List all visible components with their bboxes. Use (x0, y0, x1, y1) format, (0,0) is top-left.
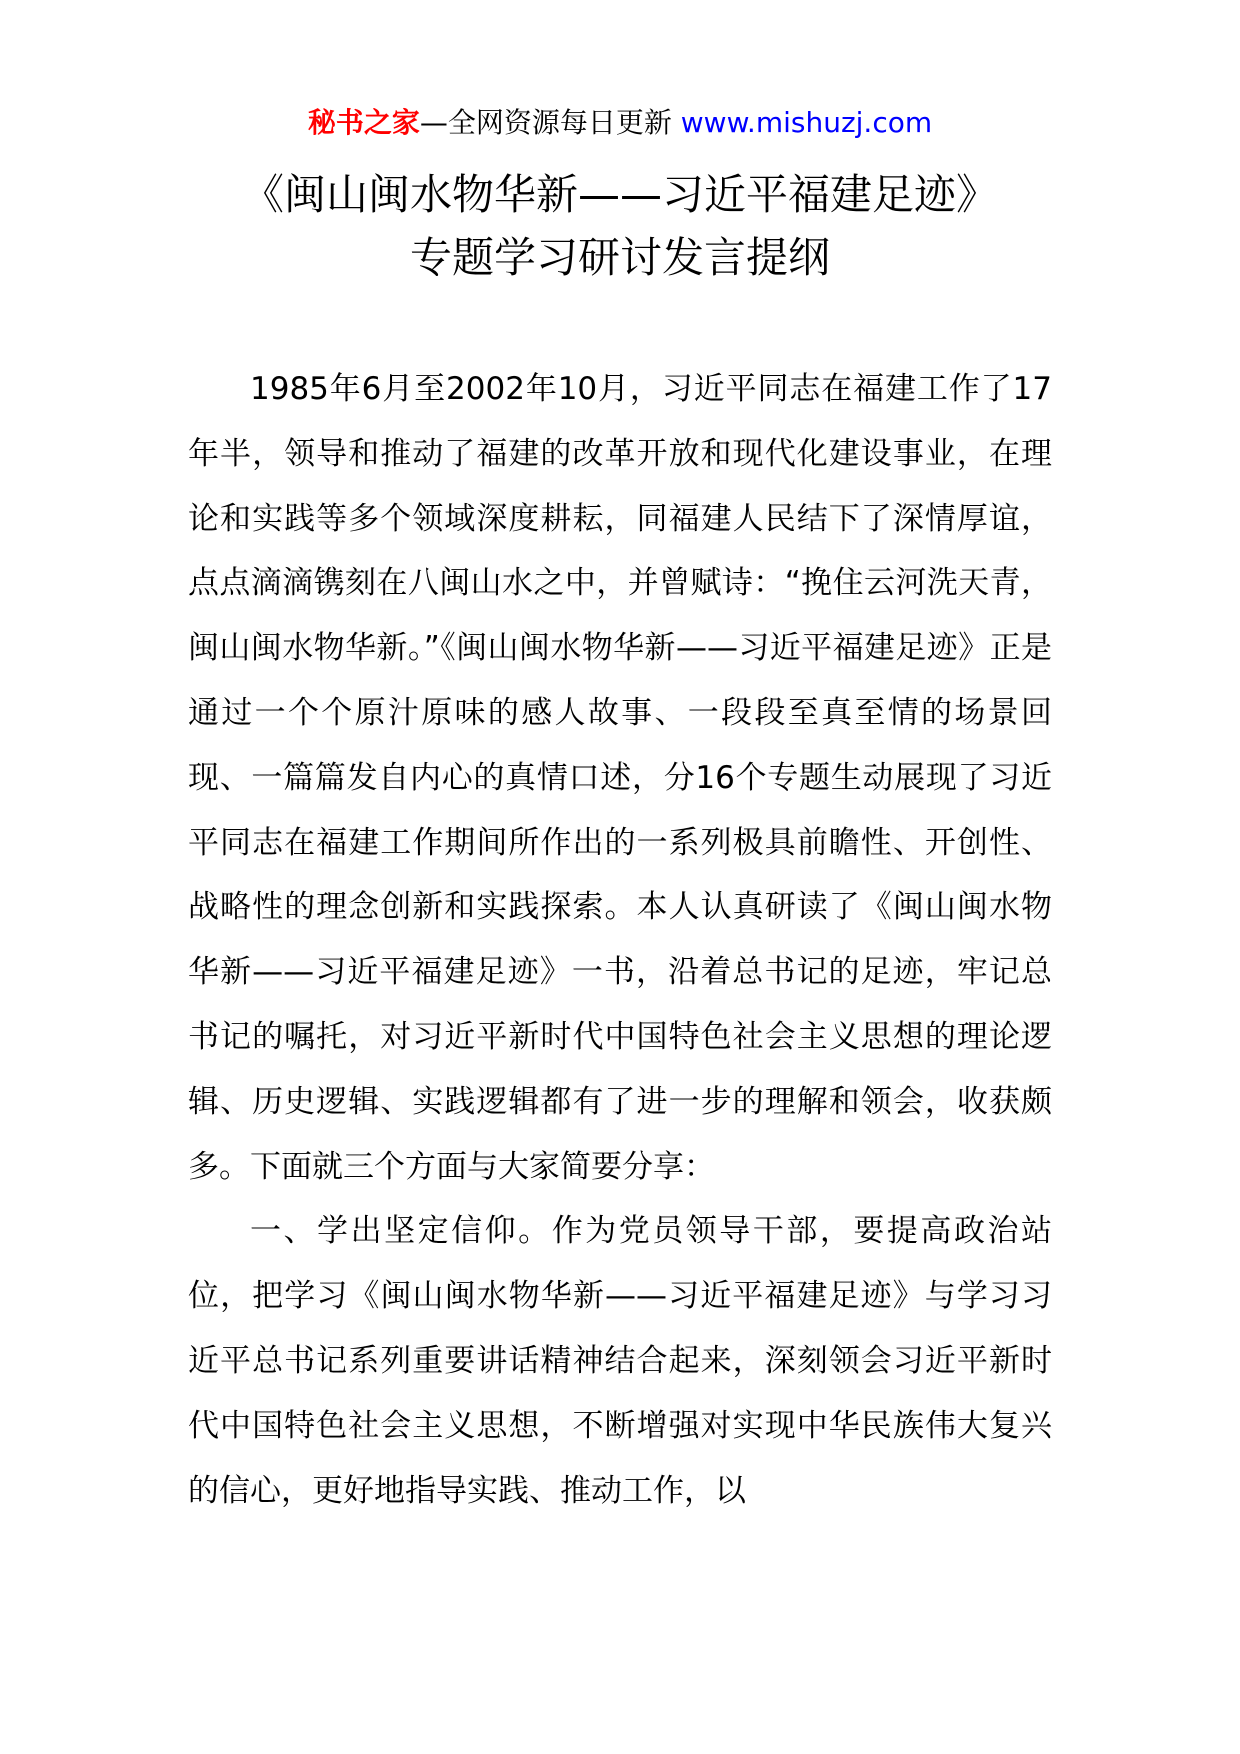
document-title-line-2: 专题学习研讨发言提纲 (409, 233, 830, 282)
document-body (188, 357, 1052, 1523)
body-paragraph-section-1: 一、学出坚定信仰。作为党员领导干部，要提高政治站位，把学习《闽山闽水物华新——习近平福建足迹》与学习习近平总书记系列重要讲话精神结合起来，深刻领会习近平新时代中国特色社会主义思想，不断增强对实现中华民族伟大复兴的信心，更好地指导实践、推动工作，以 (188, 1213, 1052, 1509)
site-watermark-header (0, 103, 1240, 143)
watermark-brand: 秘书之家 (307, 106, 420, 139)
watermark-tagline: —全网资源每日更新 (419, 106, 681, 139)
document-title-line-1: 《闽山闽水物华新——习近平福建足迹》 (241, 170, 998, 219)
body-paragraph-intro: 1985年6月至2002年10月，习近平同志在福建工作了17年半，领导和推动了福建的改革开放和现代化建设事业，在理论和实践等多个领域深度耕耘，同福建人民结下了深情厚谊，点点滴滴镌刻在八闽山水之中，并曾赋诗：“挽住云河洗天青，闽山闽水物华新。”《闽山闽水物华新——习近平福建足迹》正是通过一个个原汁原味的感人故事、一段段至真至情的场景回现、一篇篇发自内心的真情口述，分16个专题生动展现了习近平同志在福建工作期间所作出的一系列极具前瞻性、开创性、战略性的理念创新和实践探索。本人认真研读了《闽山闽水物华新——习近平福建足迹》一书，沿着总书记的足迹，牢记总书记的嘱托，对习近平新时代中国特色社会主义思想的理论逻辑、历史逻辑、实践逻辑都有了进一步的理解和领会，收获颇多。下面就三个方面与大家简要分享： (188, 371, 1052, 1185)
watermark-url-link[interactable]: www.mishuzj.com (680, 106, 933, 139)
